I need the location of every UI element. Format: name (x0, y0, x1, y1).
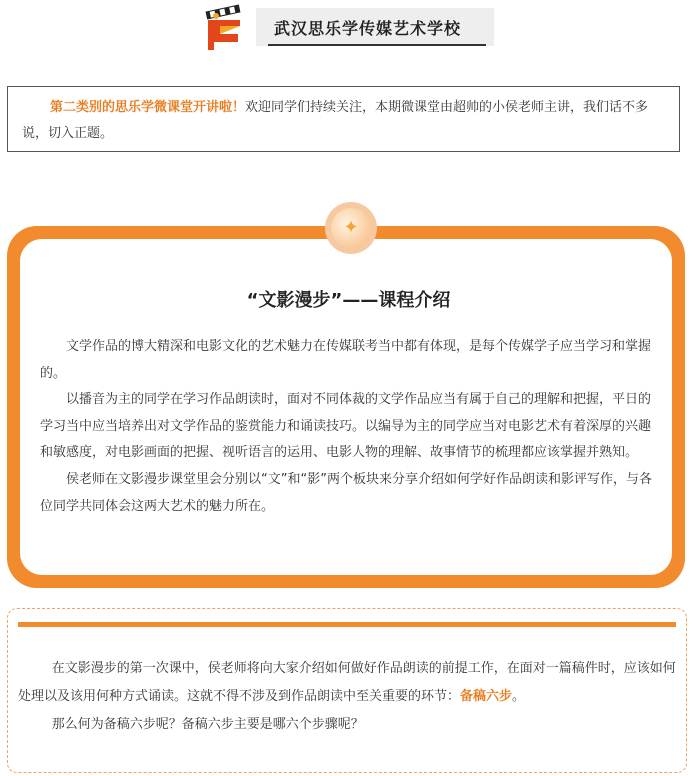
course-paragraph: 文学作品的博大精深和电影文化的艺术魅力在传媒联考当中都有体现，是每个传媒学子应当学习和掌握的。 (40, 339, 652, 381)
intro-text: 欢迎同学们持续关注，本期微课堂由超帅的小侯老师主讲，我们话不多说，切入正题。 (22, 100, 649, 141)
intro-highlight: 第二类别的思乐学微课堂开讲啦！ (50, 100, 246, 115)
course-badge (325, 202, 377, 254)
course-paragraph: 侯老师在文影漫步课堂里会分别以“文”和“影”两个板块来分享介绍如何学好作品朗读和影评写作，与各位同学共同体会这两大艺术的魅力所在。 (40, 471, 652, 514)
course-paragraph: 以播音为主的同学在学习作品朗读时，面对不同体裁的文学作品应当有属于自己的理解和把握，平日的学习当中应当培养出对文学作品的鉴赏能力和诵读技巧。以编导为主的同学应当对电影艺术有着深厚的兴趣和敏感度，对电影画面的把握、视听语言的运用、电影人物的理解、故事情节的梳理都应该掌握并熟知。 (40, 392, 652, 461)
school-name: 武汉思乐学传媒艺术学校 (274, 19, 462, 38)
sparkle-icon: ✦ (331, 208, 371, 248)
highlight-term: 备稿六步 (460, 689, 513, 704)
lesson-section (7, 608, 687, 773)
school-name-box (256, 8, 494, 46)
course-description (40, 334, 652, 520)
lesson-text (18, 655, 682, 739)
section-divider-bar (18, 622, 676, 627)
intro-box (7, 86, 680, 152)
lesson-paragraph: 在文影漫步的第一次课中，侯老师将向大家介绍如何做好作品朗读的前提工作，在面对一篇稿件时，应该如何处理以及该用何种方式诵读。这就不得不涉及到作品朗读中至关重要的环节：备稿六步。 (18, 661, 676, 704)
film-clapper-logo-icon (200, 4, 252, 56)
course-title: “文影漫步”——课程介绍 (246, 290, 451, 311)
lesson-paragraph: 那么何为备稿六步呢？备稿六步主要是哪六个步骤呢？ (51, 717, 364, 732)
header (200, 4, 500, 56)
school-name-underline (268, 44, 486, 46)
